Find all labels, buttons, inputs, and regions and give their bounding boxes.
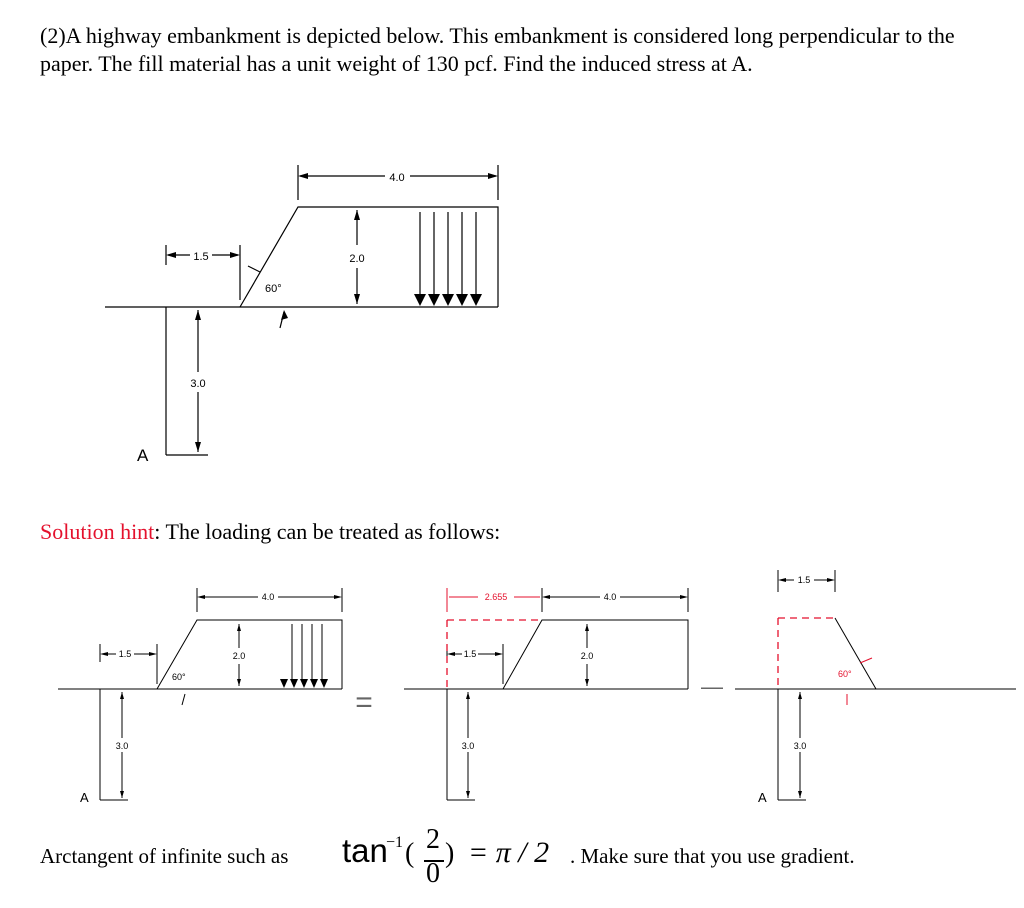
formula-denominator: 0 [426, 858, 440, 889]
hint-figure-original [58, 588, 342, 800]
fig3-angle: 60° [838, 669, 852, 679]
fig1-dim-depth: 3.0 [115, 741, 129, 751]
point-a: A [137, 446, 149, 465]
fig3-dim-top: 1.5 [797, 575, 811, 585]
fig2-dim-top: 4.0 [603, 592, 617, 602]
dim-left: 1.5 [193, 251, 209, 263]
fig2-dim-left: 1.5 [463, 649, 477, 659]
fig1-dim-left: 1.5 [118, 649, 132, 659]
fig2-dim-depth: 3.0 [461, 741, 475, 751]
formula-tan: tan [342, 832, 388, 869]
fig3-dim-depth: 3.0 [793, 741, 807, 751]
fig1-point-a: A [80, 790, 89, 805]
formula-lparen: ( [405, 838, 415, 869]
problem-statement: (2)A highway embankment is depicted below. This embankment is considered long perpendicular to the paper. The fill material has a unit weight of 130 pcf. Find the induced stress at A. [40, 23, 955, 76]
formula-rhs: = π / 2 [468, 836, 550, 869]
formula-numerator: 2 [426, 824, 440, 855]
dim-top: 4.0 [389, 172, 405, 184]
hint-text: : The loading can be treated as follows: [154, 519, 501, 544]
hint-label: Solution hint [40, 519, 155, 544]
fig2-dim-height: 2.0 [580, 651, 594, 661]
formula-tail: . Make sure that you use gradient. [570, 844, 855, 868]
hint-figure-subtract [735, 570, 1016, 800]
fig2-dim-red: 2.655 [484, 592, 508, 602]
formula-rparen: ) [445, 838, 455, 869]
fig3-point-a: A [758, 790, 767, 805]
fig1-dim-top: 4.0 [261, 592, 275, 602]
fig1-dim-height: 2.0 [232, 651, 246, 661]
solution-hint [40, 518, 500, 546]
angle-label: 60° [265, 283, 282, 295]
hint-figure-full-block [404, 588, 688, 800]
formula-superscript: −1 [386, 834, 404, 851]
equals-sign: = [355, 686, 373, 719]
dim-height: 2.0 [349, 253, 365, 265]
fig1-angle: 60° [172, 672, 186, 682]
minus-sign: — [701, 674, 723, 699]
dim-depth: 3.0 [190, 378, 206, 390]
formula-lead: Arctangent of infinite such as [40, 844, 289, 868]
arctangent-note [40, 820, 1020, 900]
